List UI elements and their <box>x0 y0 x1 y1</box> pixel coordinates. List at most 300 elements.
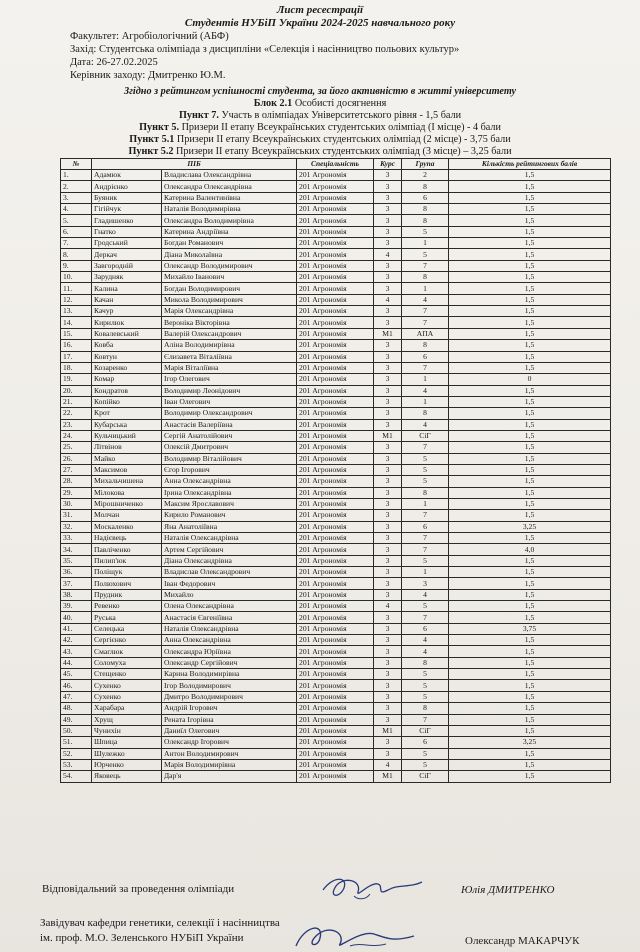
rating-points: 1,5 <box>449 317 611 328</box>
row-number: 37. <box>61 578 92 589</box>
surname: Молчан <box>92 510 162 521</box>
surname: Ковтун <box>92 351 162 362</box>
specialty: 201 Агрономія <box>297 351 374 362</box>
group: 5 <box>402 601 449 612</box>
rating-points: 1,5 <box>449 272 611 283</box>
item-7-number: Пункт 7. <box>178 110 219 121</box>
surname: Ковба <box>92 340 162 351</box>
row-number: 45. <box>61 669 92 680</box>
course: 4 <box>374 601 402 612</box>
item-5-1 <box>0 134 640 145</box>
specialty: 201 Агрономія <box>297 340 374 351</box>
group: СіГ <box>402 725 449 736</box>
rating-points: 1,5 <box>449 453 611 464</box>
given-names: Іван Олегович <box>162 396 297 407</box>
rating-points: 1,5 <box>449 249 611 260</box>
group: 5 <box>402 555 449 566</box>
row-number: 42. <box>61 635 92 646</box>
given-names: Ігор Олегович <box>162 374 297 385</box>
rating-points: 1,5 <box>449 260 611 271</box>
course: 3 <box>374 567 402 578</box>
responsible-signature <box>318 872 428 902</box>
row-number: 50. <box>61 725 92 736</box>
surname: Шулежко <box>92 748 162 759</box>
table-row <box>61 385 611 396</box>
row-number: 2. <box>61 181 92 192</box>
group: 4 <box>402 646 449 657</box>
rating-points: 1,5 <box>449 294 611 305</box>
surname: Чунихін <box>92 725 162 736</box>
surname: Соломуха <box>92 657 162 668</box>
specialty: 201 Агрономія <box>297 555 374 566</box>
rating-points: 1,5 <box>449 464 611 475</box>
surname: Андрієнко <box>92 181 162 192</box>
table-row <box>61 442 611 453</box>
item-5-number: Пункт 5. <box>139 122 180 133</box>
row-number: 54. <box>61 771 92 782</box>
group: 7 <box>402 362 449 373</box>
surname: Комар <box>92 374 162 385</box>
table-row <box>61 657 611 668</box>
table-row <box>61 759 611 770</box>
rating-basis: Згідно з рейтингом успішності студента, за його активністю в житті університету <box>123 86 517 97</box>
surname: Козаренко <box>92 362 162 373</box>
rating-points: 1,5 <box>449 170 611 181</box>
given-names: Андрій Ігорович <box>162 703 297 714</box>
course: 3 <box>374 703 402 714</box>
group: СіГ <box>402 430 449 441</box>
table-row <box>61 294 611 305</box>
course: 3 <box>374 464 402 475</box>
rating-points: 1,5 <box>449 215 611 226</box>
table-row <box>61 544 611 555</box>
course: 4 <box>374 294 402 305</box>
specialty: 201 Агрономія <box>297 589 374 600</box>
given-names: Наталія Олександрівна <box>162 623 297 634</box>
group: 7 <box>402 612 449 623</box>
course: М1 <box>374 328 402 339</box>
group: 5 <box>402 476 449 487</box>
group: 7 <box>402 714 449 725</box>
table-header-row <box>61 159 611 170</box>
surname: Стещенко <box>92 669 162 680</box>
course: 3 <box>374 657 402 668</box>
table-row <box>61 192 611 203</box>
course: 3 <box>374 181 402 192</box>
table-row <box>61 170 611 181</box>
item-5-text: Призери ІІ етапу Всеукраїнських студентських олімпіад (І місце) - 4 бали <box>179 122 501 133</box>
group: 6 <box>402 737 449 748</box>
surname: Поліщук <box>92 567 162 578</box>
table-row <box>61 340 611 351</box>
row-number: 12. <box>61 294 92 305</box>
course: 3 <box>374 374 402 385</box>
specialty: 201 Агрономія <box>297 669 374 680</box>
surname: Полюхович <box>92 578 162 589</box>
rating-points: 1,5 <box>449 328 611 339</box>
surname: Качан <box>92 294 162 305</box>
given-names: Владислава Олександрівна <box>162 170 297 181</box>
rating-points: 3,75 <box>449 623 611 634</box>
rating-points: 1,5 <box>449 442 611 453</box>
group: 8 <box>402 340 449 351</box>
course: 3 <box>374 442 402 453</box>
given-names: Даниїл Олегович <box>162 725 297 736</box>
given-names: Дмитро Володимирович <box>162 691 297 702</box>
surname: Шпица <box>92 737 162 748</box>
course: 3 <box>374 612 402 623</box>
table-row <box>61 725 611 736</box>
surname: Мілокова <box>92 487 162 498</box>
course: 3 <box>374 396 402 407</box>
group: 8 <box>402 487 449 498</box>
rating-points: 1,5 <box>449 192 611 203</box>
row-number: 6. <box>61 226 92 237</box>
rating-points: 1,5 <box>449 476 611 487</box>
specialty: 201 Агрономія <box>297 419 374 430</box>
rating-points: 1,5 <box>449 306 611 317</box>
specialty: 201 Агрономія <box>297 374 374 385</box>
chair-line-2: ім. проф. М.О. Зеленського НУБіП України <box>40 932 244 944</box>
course: 3 <box>374 317 402 328</box>
course: 3 <box>374 453 402 464</box>
given-names: Сергій Анатолійович <box>162 430 297 441</box>
row-number: 39. <box>61 601 92 612</box>
row-number: 9. <box>61 260 92 271</box>
table-row <box>61 351 611 362</box>
row-number: 30. <box>61 498 92 509</box>
given-names: Анна Олександрівна <box>162 476 297 487</box>
given-names: Діана Олександрівна <box>162 555 297 566</box>
surname: Хрущ <box>92 714 162 725</box>
given-names: Олександра Юріївна <box>162 646 297 657</box>
specialty: 201 Агрономія <box>297 771 374 782</box>
specialty: 201 Агрономія <box>297 601 374 612</box>
given-names: Валерій Олександрович <box>162 328 297 339</box>
given-names: Олександра Володимирівна <box>162 215 297 226</box>
given-names: Марія Олександрівна <box>162 306 297 317</box>
row-number: 46. <box>61 680 92 691</box>
course: 3 <box>374 680 402 691</box>
course: 3 <box>374 170 402 181</box>
surname: Качур <box>92 306 162 317</box>
table-row <box>61 306 611 317</box>
given-names: Вероніка Вікторівна <box>162 317 297 328</box>
table-row <box>61 464 611 475</box>
given-names: Дар'я <box>162 771 297 782</box>
group: 7 <box>402 306 449 317</box>
course: 3 <box>374 487 402 498</box>
given-names: Микола Володимирович <box>162 294 297 305</box>
surname: Майко <box>92 453 162 464</box>
surname: Літвінов <box>92 442 162 453</box>
course: 3 <box>374 238 402 249</box>
course: 4 <box>374 759 402 770</box>
specialty: 201 Агрономія <box>297 453 374 464</box>
table-row <box>61 362 611 373</box>
rating-points: 1,5 <box>449 487 611 498</box>
course: 3 <box>374 623 402 634</box>
block-number: Блок 2.1 <box>253 98 293 109</box>
group: 8 <box>402 408 449 419</box>
specialty: 201 Агрономія <box>297 204 374 215</box>
rating-points: 1,5 <box>449 419 611 430</box>
surname: Кубарська <box>92 419 162 430</box>
table-row <box>61 476 611 487</box>
group: 7 <box>402 544 449 555</box>
given-names: Марія Володимирівна <box>162 759 297 770</box>
course: 3 <box>374 533 402 544</box>
specialty: 201 Агрономія <box>297 272 374 283</box>
given-names: Володимир Олександрович <box>162 408 297 419</box>
given-names: Олександр Сергійович <box>162 657 297 668</box>
document-subtitle: Студентів НУБіП України 2024-2025 навчального року <box>184 17 456 29</box>
specialty: 201 Агрономія <box>297 396 374 407</box>
row-number: 38. <box>61 589 92 600</box>
table-row <box>61 453 611 464</box>
col-course: Курс <box>374 159 402 170</box>
group: 5 <box>402 680 449 691</box>
row-number: 18. <box>61 362 92 373</box>
chair-line-1: Завідувач кафедри генетики, селекції і насінництва <box>40 917 280 929</box>
item-7-text: Участь в олімпіадах Університетського рівня - 1,5 бали <box>218 110 462 121</box>
group: 5 <box>402 453 449 464</box>
group: АПА <box>402 328 449 339</box>
row-number: 14. <box>61 317 92 328</box>
specialty: 201 Агрономія <box>297 283 374 294</box>
surname: Сухенко <box>92 691 162 702</box>
given-names: Олексій Дмитрович <box>162 442 297 453</box>
surname: Мірошниченко <box>92 498 162 509</box>
rating-points: 1,5 <box>449 555 611 566</box>
table-row <box>61 419 611 430</box>
given-names: Богдан Романович <box>162 238 297 249</box>
course: 3 <box>374 362 402 373</box>
course: 3 <box>374 589 402 600</box>
date-line: Дата: 26-27.02.2025 <box>70 57 158 68</box>
rating-points: 1,5 <box>449 385 611 396</box>
row-number: 27. <box>61 464 92 475</box>
row-number: 31. <box>61 510 92 521</box>
group: 2 <box>402 170 449 181</box>
row-number: 36. <box>61 567 92 578</box>
given-names: Анастасія Валеріївна <box>162 419 297 430</box>
rating-points: 1,5 <box>449 703 611 714</box>
given-names: Діана Миколаївна <box>162 249 297 260</box>
rating-points: 1,5 <box>449 204 611 215</box>
specialty: 201 Агрономія <box>297 260 374 271</box>
row-number: 11. <box>61 283 92 294</box>
course: 4 <box>374 249 402 260</box>
rating-points: 3,25 <box>449 737 611 748</box>
group: 5 <box>402 748 449 759</box>
row-number: 23. <box>61 419 92 430</box>
specialty: 201 Агрономія <box>297 181 374 192</box>
table-row <box>61 260 611 271</box>
item-5-2 <box>0 146 640 157</box>
faculty-line: Факультет: Агробіологічний (АБФ) <box>70 31 229 42</box>
row-number: 29. <box>61 487 92 498</box>
surname: Руська <box>92 612 162 623</box>
group: 8 <box>402 204 449 215</box>
table-row <box>61 680 611 691</box>
table-row <box>61 589 611 600</box>
given-names: Максим Ярославович <box>162 498 297 509</box>
row-number: 21. <box>61 396 92 407</box>
specialty: 201 Агрономія <box>297 487 374 498</box>
specialty: 201 Агрономія <box>297 680 374 691</box>
row-number: 25. <box>61 442 92 453</box>
given-names: Михайло Іванович <box>162 272 297 283</box>
head-line: Керівник заходу: Дмитренко Ю.М. <box>70 70 226 81</box>
row-number: 10. <box>61 272 92 283</box>
course: 3 <box>374 646 402 657</box>
rating-points: 1,5 <box>449 680 611 691</box>
table-row <box>61 714 611 725</box>
table-row <box>61 646 611 657</box>
rating-points: 1,5 <box>449 759 611 770</box>
rating-points: 1,5 <box>449 498 611 509</box>
table-row <box>61 612 611 623</box>
group: 7 <box>402 260 449 271</box>
row-number: 48. <box>61 703 92 714</box>
row-number: 13. <box>61 306 92 317</box>
table-row <box>61 215 611 226</box>
rating-points: 1,5 <box>449 510 611 521</box>
rating-points: 1,5 <box>449 408 611 419</box>
table-row <box>61 635 611 646</box>
course: М1 <box>374 771 402 782</box>
registration-table <box>60 158 611 783</box>
row-number: 32. <box>61 521 92 532</box>
surname: Москаленко <box>92 521 162 532</box>
rating-points: 1,5 <box>449 612 611 623</box>
item-7 <box>0 110 640 121</box>
surname: Адамюк <box>92 170 162 181</box>
group: 1 <box>402 567 449 578</box>
course: 3 <box>374 419 402 430</box>
row-number: 40. <box>61 612 92 623</box>
given-names: Олександр Ігорович <box>162 737 297 748</box>
specialty: 201 Агрономія <box>297 748 374 759</box>
rating-points: 1,5 <box>449 533 611 544</box>
block-text: Особисті досягнення <box>292 98 387 109</box>
group: 4 <box>402 385 449 396</box>
given-names: Яна Анатоліївна <box>162 521 297 532</box>
table-row <box>61 703 611 714</box>
course: 3 <box>374 669 402 680</box>
table-body <box>61 170 611 783</box>
table-row <box>61 555 611 566</box>
table-row <box>61 181 611 192</box>
given-names: Олександр Володимирович <box>162 260 297 271</box>
specialty: 201 Агрономія <box>297 544 374 555</box>
table-row <box>61 328 611 339</box>
specialty: 201 Агрономія <box>297 623 374 634</box>
row-number: 24. <box>61 430 92 441</box>
table-row <box>61 238 611 249</box>
given-names: Олександра Олександрівна <box>162 181 297 192</box>
row-number: 22. <box>61 408 92 419</box>
rating-points: 1,5 <box>449 340 611 351</box>
rating-points: 3,25 <box>449 521 611 532</box>
surname: Максимов <box>92 464 162 475</box>
surname: Юрченко <box>92 759 162 770</box>
table-row <box>61 691 611 702</box>
surname: Калина <box>92 283 162 294</box>
specialty: 201 Агрономія <box>297 385 374 396</box>
group: 6 <box>402 521 449 532</box>
group: 7 <box>402 533 449 544</box>
rating-points: 1,5 <box>449 181 611 192</box>
responsible-name: Юлія ДМИТРЕНКО <box>461 884 555 896</box>
surname: Копійко <box>92 396 162 407</box>
surname: Пилип'юк <box>92 555 162 566</box>
specialty: 201 Агрономія <box>297 691 374 702</box>
row-number: 44. <box>61 657 92 668</box>
rating-points: 1,5 <box>449 771 611 782</box>
given-names: Михайло <box>162 589 297 600</box>
course: 3 <box>374 408 402 419</box>
row-number: 19. <box>61 374 92 385</box>
surname: Крот <box>92 408 162 419</box>
specialty: 201 Агрономія <box>297 612 374 623</box>
specialty: 201 Агрономія <box>297 476 374 487</box>
specialty: 201 Агрономія <box>297 725 374 736</box>
group: 8 <box>402 703 449 714</box>
course: 3 <box>374 476 402 487</box>
table-row <box>61 272 611 283</box>
surname: Харабара <box>92 703 162 714</box>
rating-points: 1,5 <box>449 362 611 373</box>
surname: Гігійчук <box>92 204 162 215</box>
row-number: 51. <box>61 737 92 748</box>
group: 4 <box>402 589 449 600</box>
group: 8 <box>402 215 449 226</box>
specialty: 201 Агрономія <box>297 578 374 589</box>
course: 3 <box>374 714 402 725</box>
specialty: 201 Агрономія <box>297 567 374 578</box>
group: 5 <box>402 691 449 702</box>
row-number: 15. <box>61 328 92 339</box>
specialty: 201 Агрономія <box>297 635 374 646</box>
course: 3 <box>374 351 402 362</box>
surname: Гладишенко <box>92 215 162 226</box>
specialty: 201 Агрономія <box>297 646 374 657</box>
surname: Сухенко <box>92 680 162 691</box>
given-names: Рената Ігорівна <box>162 714 297 725</box>
group: 7 <box>402 510 449 521</box>
specialty: 201 Агрономія <box>297 238 374 249</box>
surname: Кондратов <box>92 385 162 396</box>
specialty: 201 Агрономія <box>297 737 374 748</box>
row-number: 20. <box>61 385 92 396</box>
rating-points: 1,5 <box>449 657 611 668</box>
specialty: 201 Агрономія <box>297 464 374 475</box>
specialty: 201 Агрономія <box>297 215 374 226</box>
course: 3 <box>374 192 402 203</box>
row-number: 7. <box>61 238 92 249</box>
group: 6 <box>402 623 449 634</box>
group: 5 <box>402 464 449 475</box>
table-row <box>61 283 611 294</box>
row-number: 16. <box>61 340 92 351</box>
row-number: 1. <box>61 170 92 181</box>
rating-points: 1,5 <box>449 396 611 407</box>
item-5-2-number: Пункт 5.2 <box>128 146 174 157</box>
group: СіГ <box>402 771 449 782</box>
table-row <box>61 510 611 521</box>
